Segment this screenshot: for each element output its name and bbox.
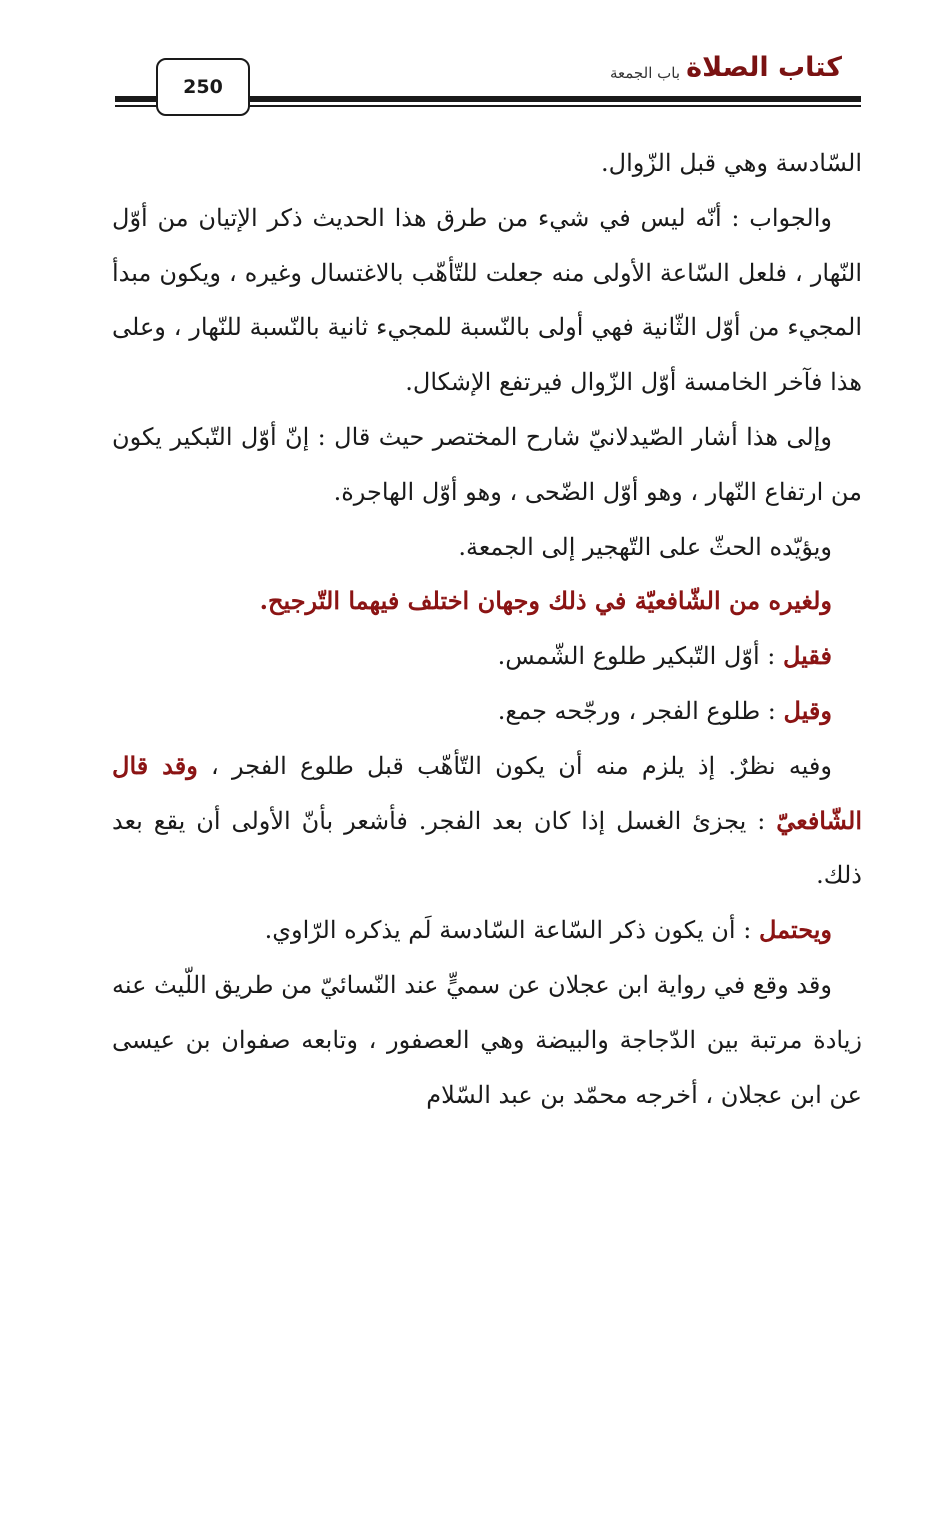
paragraph-text: : طلوع الفجر ، ورجّحه جمع. — [497, 696, 784, 725]
chapter-title: باب الجمعة — [609, 64, 680, 82]
book-title: كتاب الصلاة — [686, 52, 842, 83]
paragraph-text: وفيه نظرٌ. إذ يلزم منه أن يكون التّأهّب قبل طلوع الفجر ، — [197, 751, 832, 780]
paragraph: وإلى هذا أشار الصّيدلانيّ شارح المختصر حيث قال : إنّ أوّل التّبكير يكون من ارتفاع النّهار ، وهو أوّل الضّحى ، وهو أوّل الهاجرة. — [112, 422, 862, 506]
term-label: وقد قال الشّافعيّ — [112, 750, 862, 835]
paragraph: ويؤيّده الحثّ على التّهجير إلى الجمعة. — [458, 532, 832, 561]
highlighted-paragraph: ولغيره من الشّافعيّة في ذلك وجهان اختلف فيهما التّرجيح. — [259, 586, 832, 616]
page-header — [0, 0, 945, 120]
term-label: وقيل — [783, 695, 832, 725]
term-label: فقيل — [782, 641, 832, 671]
paragraph: السّادسة وهي قبل الزّوال. — [601, 149, 862, 177]
page-number: 250 — [156, 58, 250, 116]
paragraph: والجواب : أنّه ليس في شيء من طرق هذا الحديث ذكر الإتيان من أوّل النّهار ، فلعل السّاعة الأولى منه جعلت للتّأهّب بالاغتسال وغيره ، ويكون مبدأ المجيء من أوّل الثّانية فهي أولى بالنّسبة للمجيء ثانية بالنّسبة للنّهار ، وعلى هذا فآخر الخامسة أوّل الزّوال فيرتفع الإشكال. — [112, 203, 862, 397]
term-label: ويحتمل — [758, 915, 832, 945]
paragraph — [112, 903, 862, 958]
paragraph: وقد وقع في رواية ابن عجلان عن سميٍّ عند النّسائيّ من طريق اللّيث عنه زيادة مرتبة بين الدّجاجة والبيضة وهي العصفور ، وتابعه صفوان بن عيسى عن ابن عجلان ، أخرجه محمّد بن عبد السّلام — [112, 970, 862, 1109]
paragraph — [112, 739, 862, 903]
paragraph — [112, 684, 862, 739]
paragraph-text: : يجزئ الغسل إذا كان بعد الفجر. فأشعر بأنّ الأولى أن يقع بعد ذلك. — [112, 806, 862, 890]
paragraph-text: : أن يكون ذكر السّاعة السّادسة لَم يذكره الرّاوي. — [264, 916, 759, 945]
paragraph — [112, 629, 862, 684]
page-body — [112, 136, 862, 1122]
paragraph-text: : أوّل التّبكير طلوع الشّمس. — [497, 642, 783, 671]
